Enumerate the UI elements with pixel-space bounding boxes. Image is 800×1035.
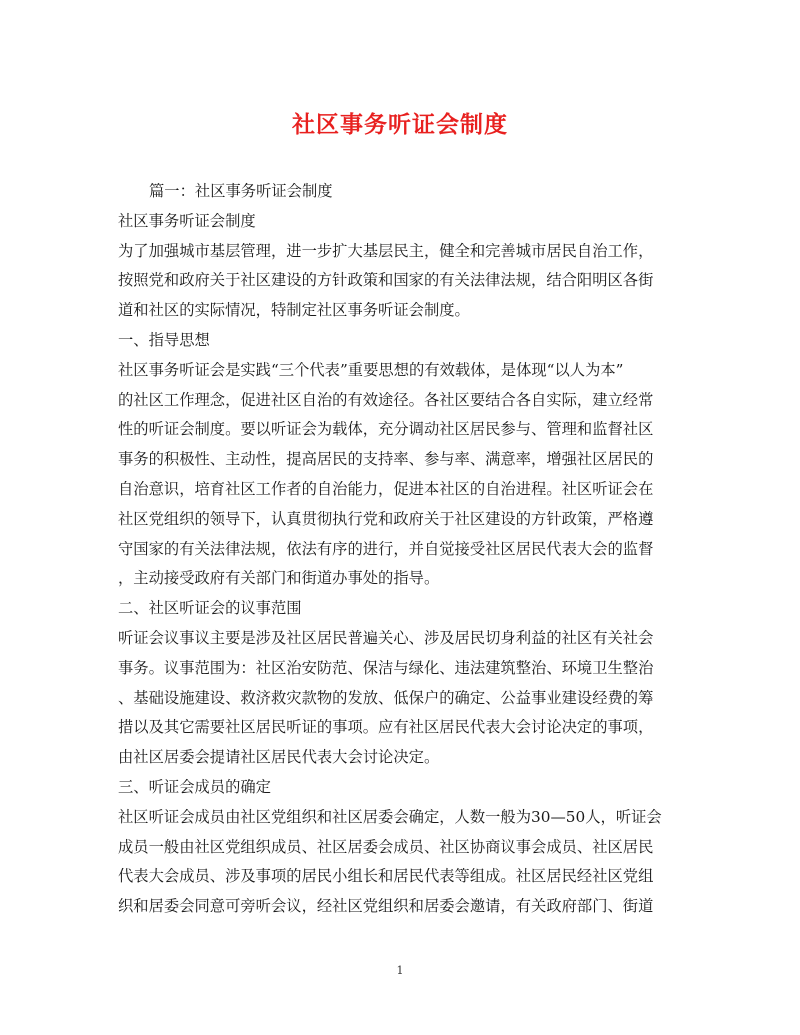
paragraph-line: 事务的积极性、主动性，提高居民的支持率、参与率、满意率，增强社区居民的 [118,450,654,469]
paragraph-line: 听证会议事议主要是涉及社区居民普遍关心、涉及居民切身利益的社区有关社会 [118,628,654,647]
body-heading: 社区事务听证会制度 [118,211,256,230]
paragraph-line: 社区党组织的领导下，认真贯彻执行党和政府关于社区建设的方针政策，严格遵 [118,509,654,528]
paragraph-line: 为了加强城市基层管理，进一步扩大基层民主，健全和完善城市居民自治工作， [118,241,654,260]
page-number: 1 [396,964,404,977]
paragraph-line: 守国家的有关法律法规，依法有序的进行，并自觉接受社区居民代表大会的监督 [118,539,654,558]
paragraph-line: 、基础设施建设、救济救灾款物的发放、低保户的确定、公益事业建设经费的筹 [118,688,654,707]
paragraph-line: 按照党和政府关于社区建设的方针政策和国家的有关法律法规，结合阳明区各街 [118,271,654,290]
paragraph-line: 事务。议事范围为：社区治安防范、保洁与绿化、违法建筑整治、环境卫生整治 [118,658,654,677]
section-subtitle: 篇一：社区事务听证会制度 [149,182,333,200]
paragraph-line: 由社区居委会提请社区居民代表大会讨论决定。 [118,748,440,767]
paragraph-line: 自治意识，培育社区工作者的自治能力，促进本社区的自治进程。社区听证会在 [118,479,654,498]
paragraph-line: 的社区工作理念，促进社区自治的有效途径。各社区要结合各自实际，建立经常 [118,390,654,409]
paragraph-line: 成员一般由社区党组织成员、社区居委会成员、社区协商议事会成员、社区居民 [118,837,654,856]
section-heading: 一、指导思想 [118,330,210,349]
paragraph-line: 社区事务听证会是实践“三个代表”重要思想的有效载体，是体现“以人为本” [118,360,624,379]
paragraph-line: 道和社区的实际情况，特制定社区事务听证会制度。 [118,301,470,320]
document-title: 社区事务听证会制度 [292,111,508,138]
paragraph-line: 代表大会成员、涉及事项的居民小组长和居民代表等组成。社区居民经社区党组 [118,867,654,886]
paragraph-line: 社区听证会成员由社区党组织和社区居委会确定，人数一般为30—50人，听证会 [118,807,662,826]
section-heading: 二、社区听证会的议事范围 [118,599,302,618]
section-heading: 三、听证会成员的确定 [118,777,271,796]
paragraph-line: ，主动接受政府有关部门和街道办事处的指导。 [118,569,440,588]
document-body [118,177,683,922]
paragraph-line: 织和居委会同意可旁听会议，经社区党组织和居委会邀请，有关政府部门、街道 [118,897,654,916]
paragraph-line: 性的听证会制度。要以听证会为载体，充分调动社区居民参与、管理和监督社区 [118,420,654,439]
paragraph-line: 措以及其它需要社区居民听证的事项。应有社区居民代表大会讨论决定的事项， [118,718,654,737]
